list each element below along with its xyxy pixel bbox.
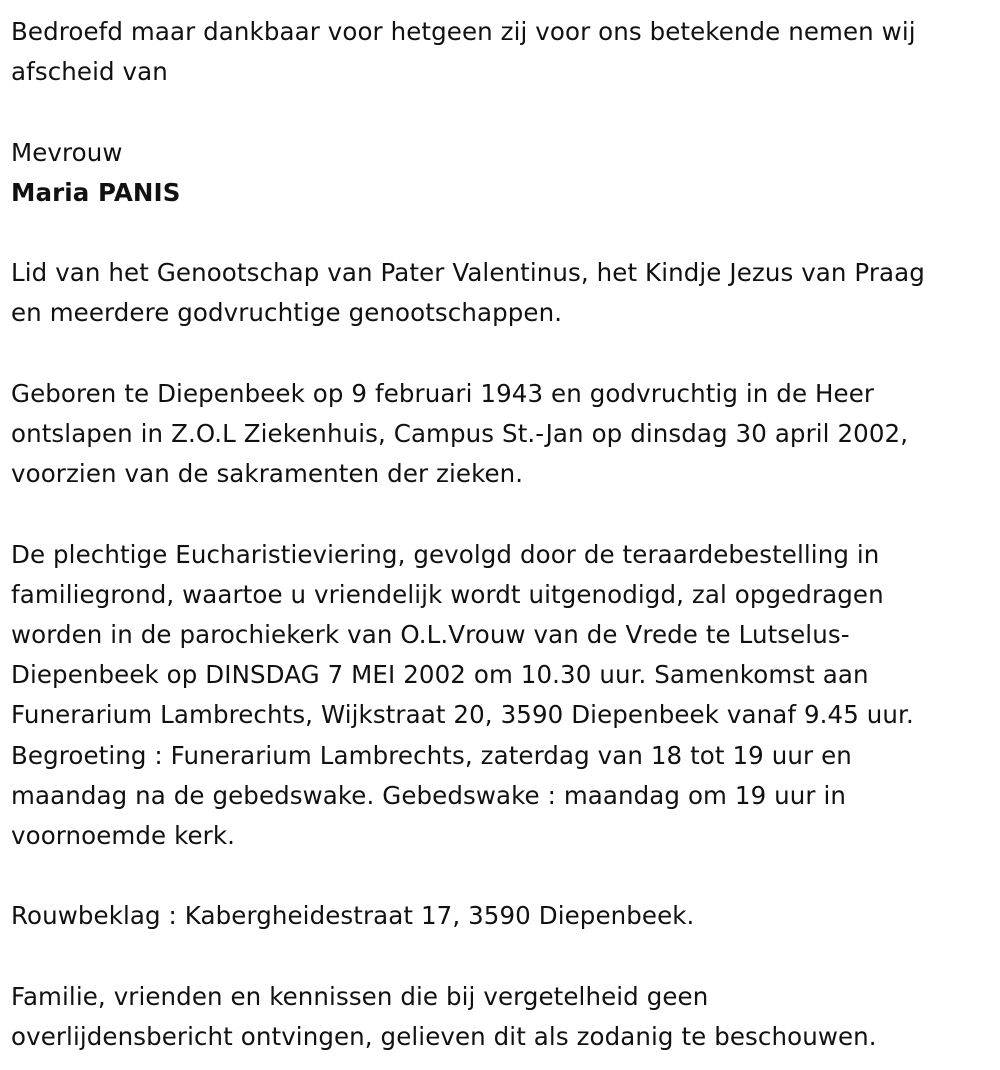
birth-death-line-2: ontslapen in Z.O.L Ziekenhuis, Campus St.-Jan op dinsdag 30 april 2002, <box>11 418 909 448</box>
paragraph-gap <box>11 856 985 896</box>
ceremony-line-5: Funerarium Lambrechts, Wijkstraat 20, 3590 Diepenbeek vanaf 9.45 uur. <box>11 700 914 730</box>
ceremony-line-7: maandag na de gebedswake. Gebedswake : maandag om 19 uur in <box>11 780 846 810</box>
intro-line-1: Bedroefd maar dankbaar voor hetgeen zij voor ons betekende nemen wij <box>11 17 916 46</box>
ceremony-line-4: Diepenbeek op DINSDAG 7 MEI 2002 om 10.30 uur. Samenkomst aan <box>11 660 869 690</box>
honorific: Mevrouw <box>11 137 123 167</box>
membership-paragraph <box>11 253 985 333</box>
closing-line-1: Familie, vrienden en kennissen die bij vergetelheid geen <box>11 981 709 1011</box>
deceased-name: Maria PANIS <box>11 177 181 207</box>
ceremony-paragraph <box>11 535 985 857</box>
ceremony-line-2: familiegrond, waartoe u vriendelijk wordt uitgenodigd, zal opgedragen <box>11 579 884 609</box>
ceremony-line-6: Begroeting : Funerarium Lambrechts, zaterdag van 18 tot 19 uur en <box>11 740 852 770</box>
ceremony-line-8: voornoemde kerk. <box>11 821 236 850</box>
birth-death-line-1: Geboren te Diepenbeek op 9 februari 1943 en godvruchtig in de Heer <box>11 378 875 408</box>
paragraph-gap <box>11 937 985 977</box>
closing-line-2: overlijdensbericht ontvingen, gelieven dit als zodanig te beschouwen. <box>11 1021 877 1051</box>
membership-line-2: en meerdere godvruchtige genootschappen. <box>11 298 563 328</box>
ceremony-line-3: worden in de parochiekerk van O.L.Vrouw van de Vrede te Lutselus- <box>11 619 850 649</box>
paragraph-gap <box>11 334 985 374</box>
closing-paragraph <box>11 977 985 1057</box>
birth-death-line-3: voorzien van de sakramenten der zieken. <box>11 459 524 489</box>
paragraph-gap <box>11 494 985 534</box>
condolence-line-1: Rouwbeklag : Kabergheidestraat 17, 3590 Diepenbeek. <box>11 901 695 931</box>
condolence-paragraph <box>11 896 985 936</box>
paragraph-gap <box>11 213 985 253</box>
birth-death-paragraph <box>11 374 985 495</box>
membership-line-1: Lid van het Genootschap van Pater Valentinus, het Kindje Jezus van Praag <box>11 258 925 288</box>
intro-paragraph <box>11 12 985 92</box>
paragraph-gap <box>11 92 985 132</box>
intro-line-2: afscheid van <box>11 57 168 87</box>
ceremony-line-1: De plechtige Eucharistieviering, gevolgd door de teraardebestelling in <box>11 539 880 569</box>
